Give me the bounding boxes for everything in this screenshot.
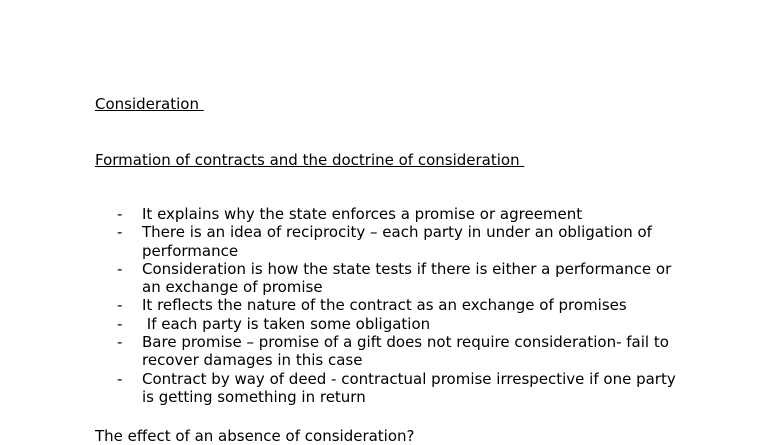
heading-consideration: Consideration <box>95 95 204 113</box>
list-item-text: It explains why the state enforces a promise or agreement <box>142 205 583 223</box>
list-item-text: There is an idea of reciprocity – each party in under an obligation of performance <box>142 223 652 260</box>
list-item <box>0 205 687 223</box>
list-item <box>0 370 687 407</box>
bullet-dash: - <box>117 205 123 223</box>
bullet-list <box>0 205 784 406</box>
list-item <box>0 260 687 297</box>
list-item <box>0 223 687 260</box>
list-item-text: It reflects the nature of the contract as an exchange of promises <box>142 296 627 315</box>
list-item-text: Consideration is how the state tests if there is either a performance or an exchange of promise <box>142 259 672 297</box>
list-item <box>0 315 687 333</box>
subheading-formation-of-contracts: Formation of contracts and the doctrine of consideration <box>95 151 525 169</box>
list-item <box>0 333 687 370</box>
bullet-dash: - <box>117 369 123 388</box>
list-item <box>0 296 687 314</box>
bullet-dash: - <box>117 333 123 352</box>
bullet-dash: - <box>117 296 123 315</box>
bullet-dash: - <box>117 314 123 333</box>
section-question: The effect of an absence of consideration? <box>95 427 415 445</box>
bullet-dash: - <box>117 259 123 278</box>
list-item-text: If each party is taken some obligation <box>142 314 431 333</box>
list-item-text: Contract by way of deed - contractual promise irrespective if one party is getting something in return <box>142 369 676 406</box>
bullet-dash: - <box>117 223 123 242</box>
list-item-text: Bare promise – promise of a gift does not require consideration- fail to recover damages in this case <box>142 333 669 370</box>
